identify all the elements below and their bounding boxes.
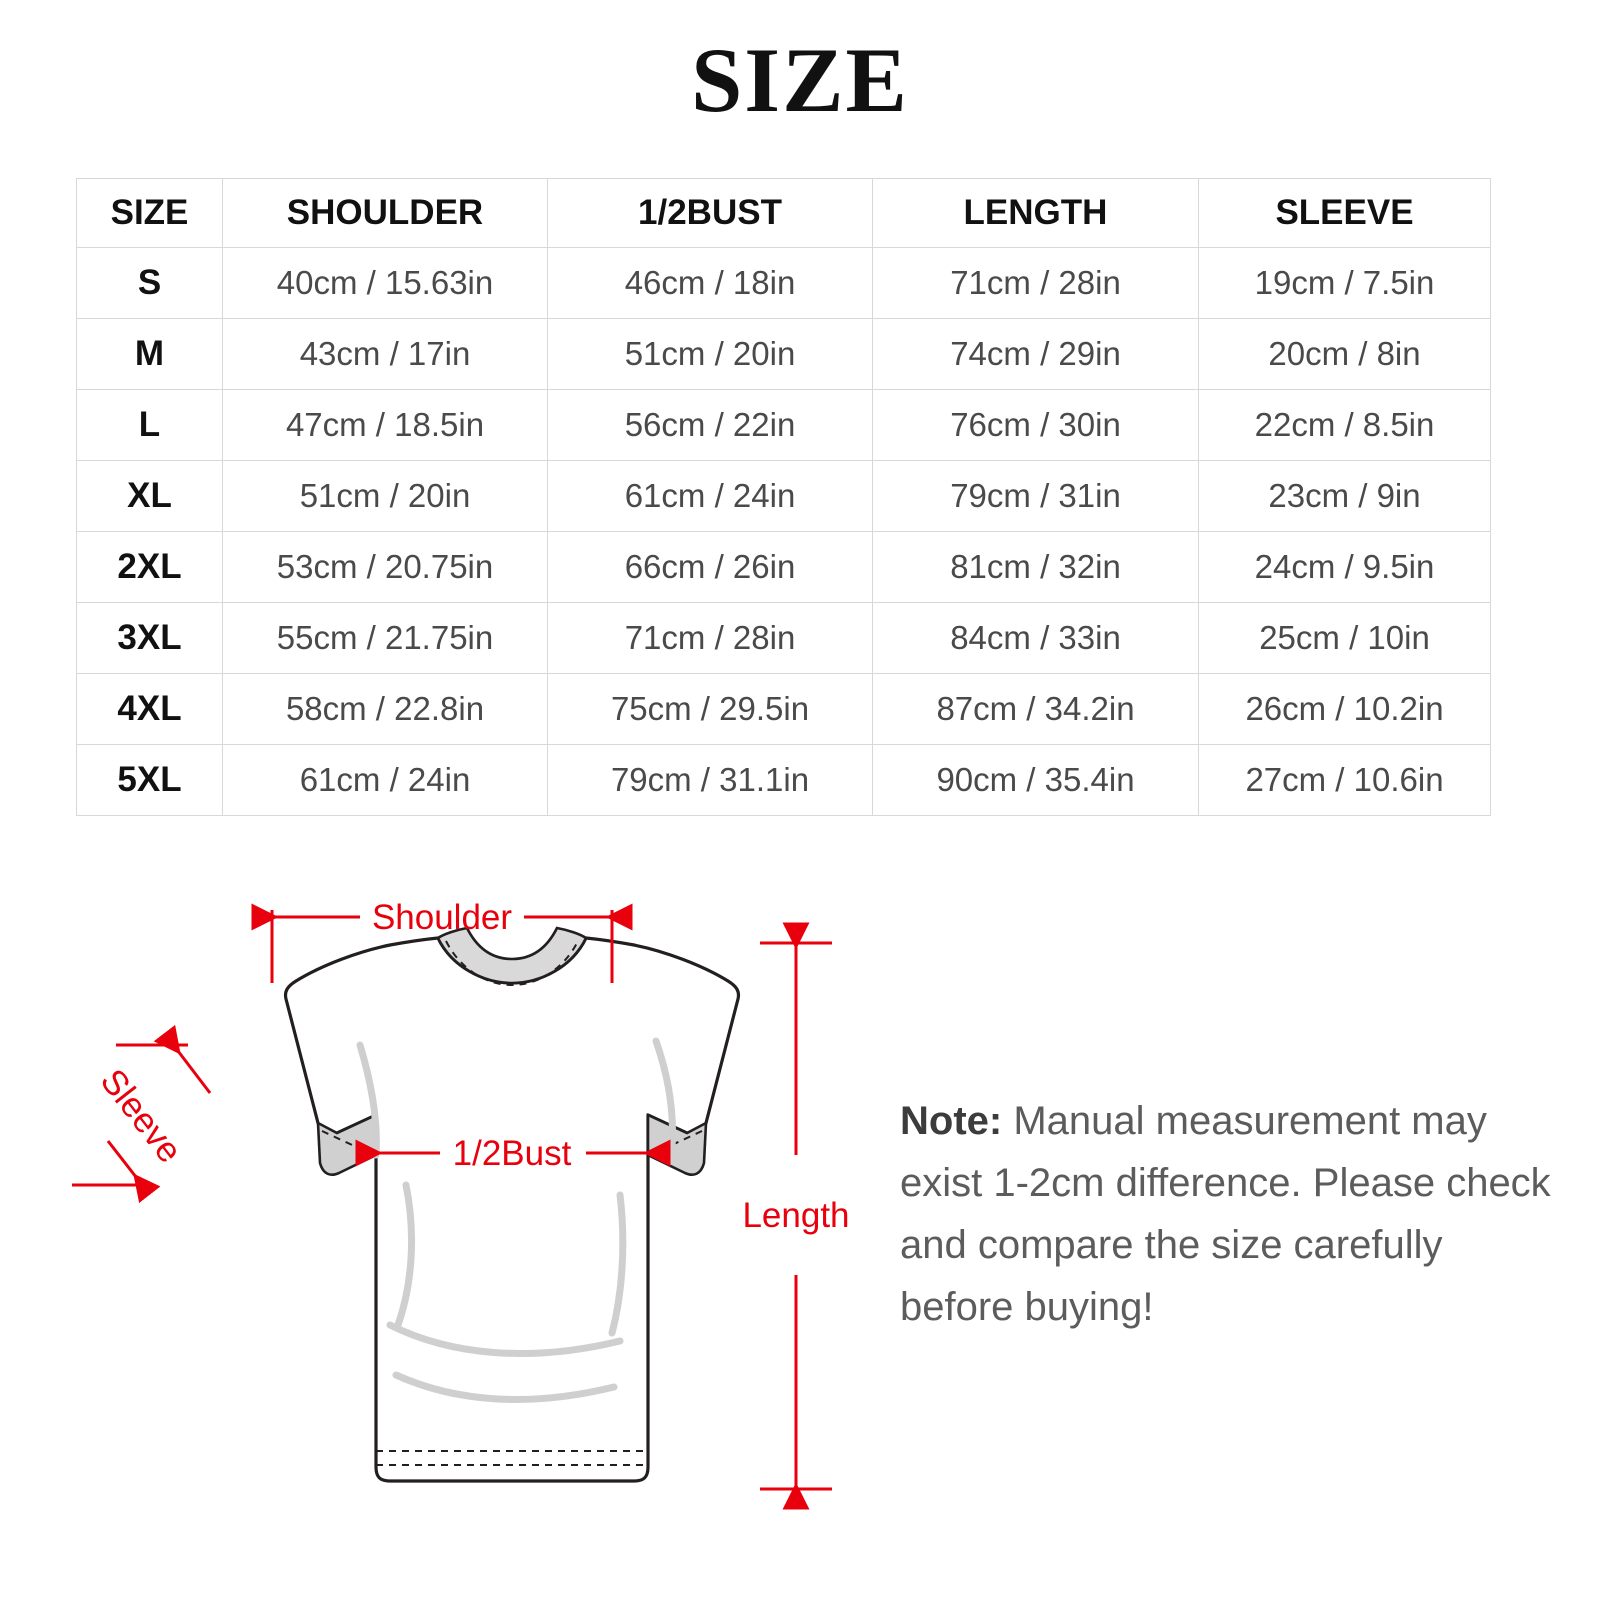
cell-bust: 75cm / 29.5in [548, 674, 873, 745]
cell-sleeve: 24cm / 9.5in [1199, 532, 1491, 603]
cell-length: 81cm / 32in [873, 532, 1199, 603]
table-row [77, 745, 1491, 816]
cell-sleeve: 20cm / 8in [1199, 319, 1491, 390]
cell-shoulder: 47cm / 18.5in [223, 390, 548, 461]
cell-bust: 71cm / 28in [548, 603, 873, 674]
cell-length: 76cm / 30in [873, 390, 1199, 461]
cell-size: S [77, 248, 223, 319]
cell-size: XL [77, 461, 223, 532]
cell-bust: 56cm / 22in [548, 390, 873, 461]
cell-shoulder: 55cm / 21.75in [223, 603, 548, 674]
cell-length: 90cm / 35.4in [873, 745, 1199, 816]
cell-bust: 66cm / 26in [548, 532, 873, 603]
cell-size: 5XL [77, 745, 223, 816]
cell-shoulder: 58cm / 22.8in [223, 674, 548, 745]
cell-bust: 61cm / 24in [548, 461, 873, 532]
cell-bust: 46cm / 18in [548, 248, 873, 319]
table-header-row [77, 179, 1491, 248]
page-title: SIZE [691, 29, 909, 131]
cell-size: 4XL [77, 674, 223, 745]
cell-length: 84cm / 33in [873, 603, 1199, 674]
cell-length: 79cm / 31in [873, 461, 1199, 532]
cell-sleeve: 23cm / 9in [1199, 461, 1491, 532]
cell-bust: 79cm / 31.1in [548, 745, 873, 816]
cell-sleeve: 22cm / 8.5in [1199, 390, 1491, 461]
cell-sleeve: 25cm / 10in [1199, 603, 1491, 674]
cell-size: L [77, 390, 223, 461]
size-chart-table [76, 178, 1491, 816]
table-row [77, 390, 1491, 461]
note-label: Note: [900, 1099, 1003, 1143]
table-row [77, 532, 1491, 603]
cell-size: M [77, 319, 223, 390]
sleeve-label: Sleeve [92, 1061, 190, 1171]
cell-sleeve: 26cm / 10.2in [1199, 674, 1491, 745]
column-header-size: SIZE [77, 179, 223, 248]
note-text: Manual measurement may exist 1-2cm difference. Please check and compare the size carefully before buying! [900, 1099, 1551, 1329]
table-row [77, 319, 1491, 390]
column-header-bust: 1/2BUST [548, 179, 873, 248]
note-block [900, 1090, 1560, 1338]
cell-shoulder: 53cm / 20.75in [223, 532, 548, 603]
table-row [77, 674, 1491, 745]
table-row [77, 603, 1491, 674]
table-row [77, 461, 1491, 532]
column-header-shoulder: SHOULDER [223, 179, 548, 248]
cell-shoulder: 61cm / 24in [223, 745, 548, 816]
cell-shoulder: 40cm / 15.63in [223, 248, 548, 319]
measurement-diagram [60, 855, 890, 1555]
cell-sleeve: 27cm / 10.6in [1199, 745, 1491, 816]
length-label: Length [742, 1196, 850, 1235]
cell-length: 71cm / 28in [873, 248, 1199, 319]
shoulder-label: Shoulder [371, 898, 513, 937]
cell-bust: 51cm / 20in [548, 319, 873, 390]
cell-length: 87cm / 34.2in [873, 674, 1199, 745]
column-header-length: LENGTH [873, 179, 1199, 248]
cell-sleeve: 19cm / 7.5in [1199, 248, 1491, 319]
column-header-sleeve: SLEEVE [1199, 179, 1491, 248]
cell-shoulder: 43cm / 17in [223, 319, 548, 390]
cell-length: 74cm / 29in [873, 319, 1199, 390]
cell-size: 3XL [77, 603, 223, 674]
table-row [77, 248, 1491, 319]
bust-label: 1/2Bust [452, 1134, 572, 1173]
cell-size: 2XL [77, 532, 223, 603]
cell-shoulder: 51cm / 20in [223, 461, 548, 532]
